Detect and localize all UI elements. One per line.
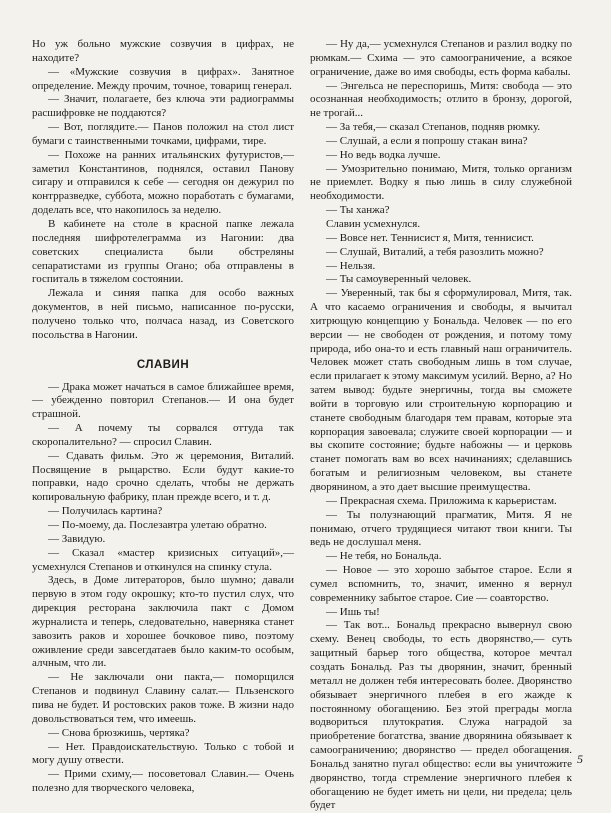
paragraph: — Драка может начаться в самое ближайшее время,— убежденно повторил Степанов.— И она будет страшной.	[32, 380, 294, 421]
paragraph: — Нет. Правдоискательствую. Только с тобой и могу душу отвести.	[32, 740, 294, 767]
paragraph: — Вовсе нет. Теннисист я, Митя, теннисист.	[326, 231, 534, 244]
paragraph: — А почему ты сорвался оттуда так скоропалительно? — спросил Славин.	[32, 422, 294, 448]
paragraph: — «Мужские созвучия в цифрах». Занятное определение. Между прочим, точное, товарищ генерал.	[32, 65, 294, 92]
paragraph: — Ну да,— усмехнулся Степанов и разлил водку по рюмкам.— Схима — это самоограничение, а всякое ограничение, даже во имя свободы, есть форма кабалы.	[310, 38, 572, 78]
paragraph: — Значит, полагаете, без ключа эти радиограммы расшифровке не поддаются?	[32, 93, 294, 120]
paragraph: — Энгельса не переспоришь, Митя: свобода — это осознанная необходимость; отлито в бронзу, дорогой, не трогай...	[310, 79, 572, 120]
paragraph: Славин усмехнулся.	[326, 217, 421, 230]
paragraph: Но уж больно мужские созвучия в цифрах, не находите?	[32, 38, 294, 64]
paragraph: — Слушай, Виталий, а тебя разозлить можно?	[326, 245, 544, 258]
paragraph: — Прими схиму,— посоветовал Славин.— Очень полезно для творческого человека,	[32, 768, 294, 795]
paragraph: Здесь, в Доме литераторов, было шумно; давали первую в этом году окрошку; кто-то пустил слух, что дирекция ресторана заключила пакт с Домом журналиста и теперь, следовательно, наверняка станет завозить раков и хорошее бочковое пиво, поэтому оживление среди завсегдатаев было каким-то особым, алчным, что ли.	[32, 574, 294, 670]
paragraph: — Получилась картина?	[48, 505, 163, 518]
paragraph: — Новое — это хорошо забытое старое. Если я сумел вспомнить, то, значит, именно я вернул современнику забытое старое. Сие — соавторство.	[310, 564, 572, 604]
paragraph: — Так вот... Бональд прекрасно вывернул свою схему. Венец свободы, то есть дворянство,— суть защитный барьер того общества, которое мечтал создать Бональд. Раз ты дворянин, значит, бренный металл не должен тебя интересовать более. Дворянство обязывает энергичного плебея в его жажде к постоянному обогащению. Без этой преграды могла водвориться плутократия. Служа наградой за приобретение богатства, звание дворянина обязывает к самоограничению; дворянство — предел обогащения. Бональд занятно пугал общество: если вы уничтожите дворянство, тогда стремление энергичного плебея к обогащению не будет иметь ни цели, ни предела; цель будет	[310, 619, 572, 812]
page-number: 5	[577, 752, 583, 766]
paragraph: — Не заключали они пакта,— поморщился Степанов и подвинул Славину салат.— Пльзенского пива не будет. И ростовских раков тоже. В жизни надо довольствоваться тем, что имеешь.	[32, 671, 294, 725]
right-column	[310, 38, 572, 813]
paragraph: — Ты ханжа?	[326, 204, 390, 217]
paragraph: — За тебя,— сказал Степанов, подняв рюмку.	[326, 121, 541, 134]
paragraph: — Умозрительно понимаю, Митя, только организм не приемлет. Водку я пью лишь в силу служебной необходимости.	[310, 162, 572, 203]
paragraph: В кабинете на столе в красной папке лежала последняя шифротелеграмма из Нагонии: два советских специалиста были обстреляны сепаратистами из группы Огано; оба отправлены в госпиталь в тяжелом состоянии.	[32, 217, 294, 286]
paragraph: — Нельзя.	[326, 259, 376, 272]
left-column-text-before-heading	[32, 38, 294, 343]
paragraph: — Ишь ты!	[326, 605, 380, 618]
paragraph: — Прекрасная схема. Приложима к карьеристам.	[326, 494, 557, 507]
paragraph: — Сказал «мастер кризисных ситуаций»,— усмехнулся Степанов и откинулся на спинку стула.	[32, 546, 294, 573]
chapter-heading: СЛАВИН	[136, 358, 190, 371]
paragraph: — По-моему, да. Послезавтра улетаю обратно.	[48, 519, 267, 531]
paragraph: — Завидую.	[48, 532, 106, 545]
paragraph: — Не тебя, но Бональда.	[326, 550, 442, 563]
paragraph: Лежала и синяя папка для особо важных документов, в ней письмо, написанное по-русски, получено только что, полчаса назад, из Советского посольства в Нагонии.	[32, 287, 294, 341]
paragraph: — Уверенный, так бы я сформулировал, Митя, так. А что касаемо ограничения и свободы, я вычитал хитрющую концепцию у Бональда. Человек — по его версии — не свободен от рождения, и потому тому природа, ибо она-то и есть главный наш ограничитель. Человек может стать свободным лишь в том случае, если прилагает к этому максимум усилий. Верно, а? Но затем вывод: будьте энергичны, тогда вы сможете войти в торговую или строительную корпорацию и станете свободным благодаря тем правам, которые эта корпорация завоевала; служите своей корпорации — и вы скопите состояние; будьте набожны — и церковь станет помогать вам во всех начинаниях; сделавшись богатым и религиозным человеком, вы станете дворянином, а это дает высшие преимущества.	[310, 287, 572, 493]
left-column	[32, 38, 294, 796]
paragraph: — Слушай, а если я попрошу стакан вина?	[326, 134, 528, 147]
paragraph: — Ты полузнающий прагматик, Митя. Я не понимаю, отчего трудящиеся читают твои книги. Ты ведь не дослушал меня.	[310, 508, 572, 549]
paragraph: — Ты самоуверенный человек.	[326, 273, 472, 286]
left-column-text-after-heading	[32, 381, 294, 796]
paragraph: — Похоже на ранних итальянских футуристов,— заметил Константинов, поднялся, оставил Панову сигару и отправился к себе — сегодня он дежурил по контрразведке, суббота, можно поработать с бумагами, доделать все, что накопилось за неделю.	[32, 148, 294, 217]
paragraph: — Но ведь водка лучше.	[326, 148, 441, 161]
paragraph: — Сдавать фильм. Это ж церемония, Виталий. Посвящение в рыцарство. Если будут какие-то поправки, надо срочно сделать, чтобы не держать копировальную фабрику, план прежде всего, и т. д.	[32, 449, 294, 504]
paragraph: — Вот, поглядите.— Панов положил на стол лист бумаги с таинственными точками, цифрами, тире.	[32, 121, 294, 147]
paragraph: — Снова брюзжишь, чертяка?	[48, 726, 190, 739]
